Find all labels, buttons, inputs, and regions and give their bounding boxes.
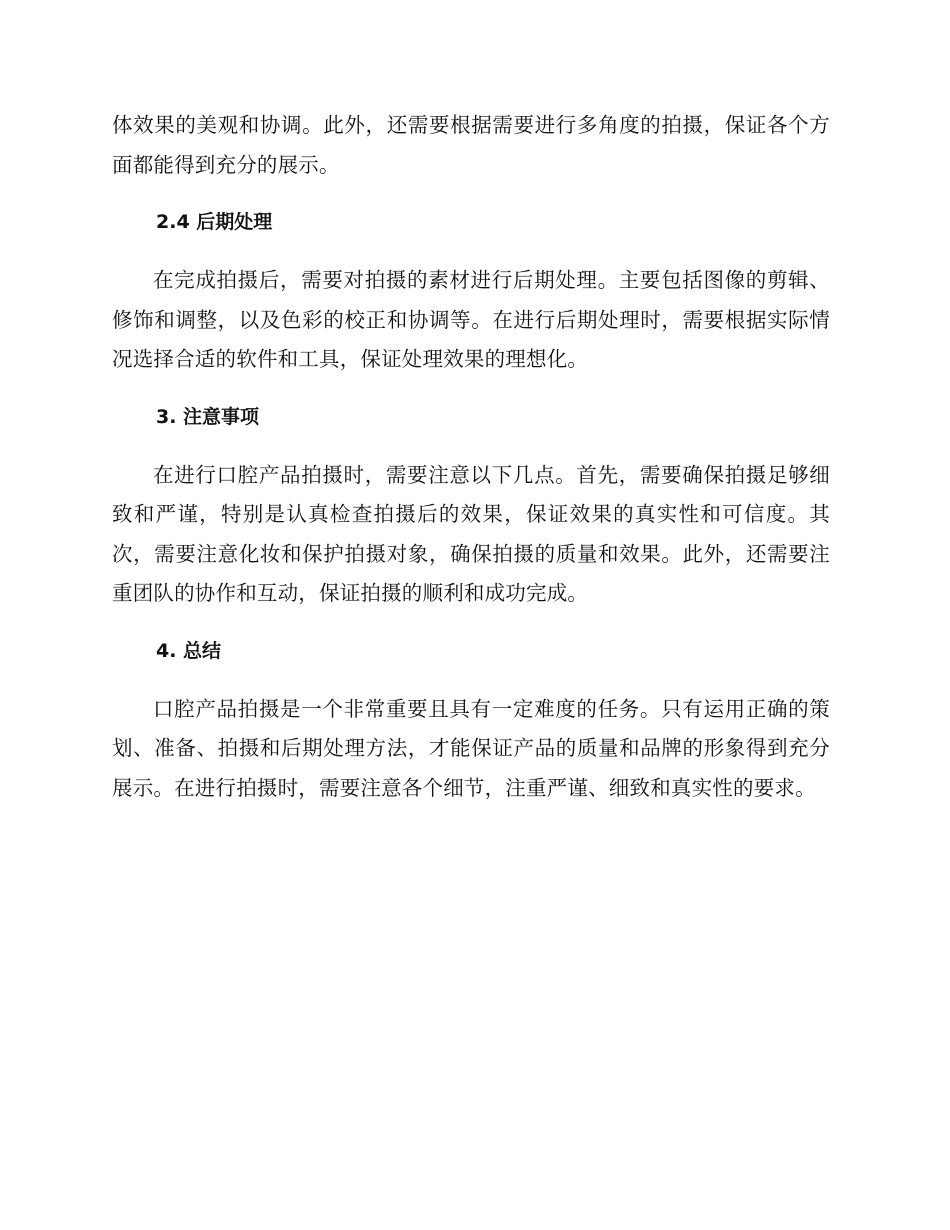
spacer (112, 428, 830, 456)
spacer (112, 233, 830, 261)
section-heading-4: 4. 总结 (156, 639, 222, 662)
section-heading-2-4: 2.4 后期处理 (156, 211, 273, 233)
spacer (112, 185, 830, 211)
spacer (112, 614, 830, 640)
section-heading-3: 3. 注意事项 (156, 405, 260, 428)
paragraph-summary: 口腔产品拍摄是一个非常重要且具有一定难度的任务。只有运用正确的策划、准备、拍摄和后期处理方法，才能保证产品的质量和品牌的形象得到充分展示。在进行拍摄时，需要注意各个细节，注重严谨、细致和真实性的要求。 (112, 696, 830, 800)
paragraph-notes: 在进行口腔产品拍摄时，需要注意以下几点。首先，需要确保拍摄足够细致和严谨，特别是认真检查拍摄后的效果，保证效果的真实性和可信度。其次，需要注意化妆和保护拍摄对象，确保拍摄的质量和效果。此外，还需要注重团队的协作和互动，保证拍摄的顺利和成功完成。 (112, 462, 830, 605)
paragraph-post-processing: 在完成拍摄后，需要对拍摄的素材进行后期处理。主要包括图像的剪辑、修饰和调整，以及色彩的校正和协调等。在进行后期处理时，需要根据实际情况选择合适的软件和工具，保证处理效果的理想化。 (112, 268, 830, 371)
paragraph-continued: 体效果的美观和协调。此外，还需要根据需要进行多角度的拍摄，保证各个方面都能得到充分的展示。 (112, 113, 830, 177)
spacer (112, 662, 830, 690)
document-body (112, 106, 830, 808)
spacer (112, 380, 830, 406)
